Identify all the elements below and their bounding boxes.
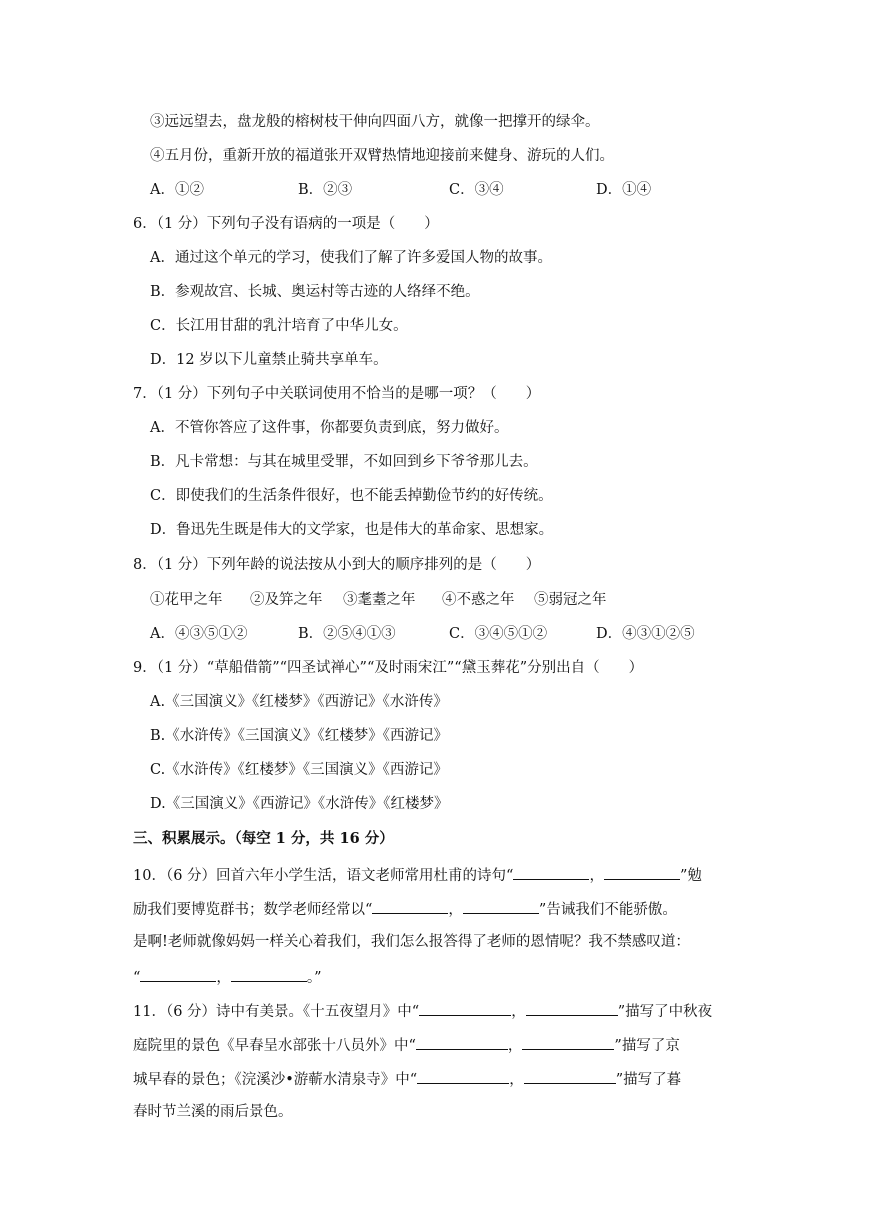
q7-option-a: A．不管你答应了这件事，你都要负责到底，努力做好。 [150, 420, 509, 436]
answer-blank[interactable] [513, 864, 589, 880]
q8-stem: 8．（1 分）下列年龄的说法按从小到大的顺序排列的是（ ） [133, 557, 541, 573]
q5-option-b: B．②③ [298, 182, 353, 198]
q8-option-a: A．④③⑤①② [150, 626, 248, 642]
q10-text: ”告诫我们不能骄傲。 [538, 902, 677, 918]
q8-age-4: ④不惑之年 [442, 592, 515, 608]
q7-option-b: B．凡卡常想：与其在城里受罪，不如回到乡下爷爷那儿去。 [150, 454, 538, 470]
q7-option-c: C．即使我们的生活条件很好，也不能丢掉勤俭节约的好传统。 [150, 488, 553, 504]
q10-text: ”勉 [679, 868, 702, 884]
comma: ， [507, 1038, 523, 1054]
q11-text: ”描写了中秋夜 [617, 1004, 713, 1020]
sentence-4: ④五月份，重新开放的福道张开双臂热情地迎接前来健身、游玩的人们。 [150, 148, 614, 164]
q9-option-b: B.《水浒传》《三国演义》《红楼梦》《西游记》 [150, 728, 449, 744]
q8-option-b: B．②⑤④①③ [298, 626, 396, 642]
q10-text: 励我们要博览群书；数学老师经常以“ [133, 902, 373, 918]
comma: ， [511, 1004, 526, 1020]
q6-option-a: A．通过这个单元的学习，使我们了解了许多爱国人物的故事。 [150, 250, 552, 266]
answer-blank[interactable] [463, 898, 539, 914]
q10-line-1 [133, 864, 702, 886]
comma: ， [448, 902, 463, 918]
q6-option-b: B．参观故宫、长城、奥运村等古迹的人络绎不绝。 [150, 284, 480, 300]
answer-blank[interactable] [604, 864, 680, 880]
q11-text: 庭院里的景色《早春呈水部张十八员外》中“ [133, 1038, 416, 1054]
q10-text: 。” [306, 970, 322, 986]
q8-age-5: ⑤弱冠之年 [534, 592, 607, 608]
q10-text: “ [133, 970, 141, 986]
comma: ， [589, 868, 604, 884]
section-3-heading: 三、积累展示。（每空 1 分，共 16 分） [133, 830, 394, 847]
q6-stem: 6．（1 分）下列句子没有语病的一项是（ ） [133, 216, 439, 232]
q7-option-d: D．鲁迅先生既是伟大的文学家，也是伟大的革命家、思想家。 [150, 522, 554, 538]
q11-line-2 [133, 1034, 680, 1056]
q11-text: 11．（6 分）诗中有美景。《十五夜望月》中“ [133, 1004, 420, 1020]
q10-line-2 [133, 898, 677, 920]
q9-stem: 9．（1 分）“草船借箭”“四圣试禅心”“及时雨宋江”“黛玉葬花”分别出自（ ） [133, 660, 644, 676]
answer-blank[interactable] [140, 966, 216, 982]
answer-blank[interactable] [372, 898, 448, 914]
q5-option-d: D．①④ [596, 182, 652, 198]
q6-option-d: D．12 岁以下儿童禁止骑共享单车。 [150, 352, 388, 368]
q10-line-3: 是啊!老师就像妈妈一样关心着我们，我们怎么报答得了老师的恩情呢？我不禁感叹道： [133, 934, 690, 950]
answer-blank[interactable] [419, 1000, 511, 1016]
q11-line-3 [133, 1068, 681, 1090]
q10-text: 10．（6 分）回首六年小学生活，语文老师常用杜甫的诗句“ [133, 868, 514, 884]
q9-option-a: A.《三国演义》《红楼梦》《西游记》《水浒传》 [150, 694, 448, 710]
q11-text: ”描写了京 [614, 1038, 680, 1054]
q9-option-c: C.《水浒传》《红楼梦》《三国演义》《西游记》 [150, 762, 448, 778]
q11-line-1 [133, 1000, 712, 1022]
q6-option-c: C．长江用甘甜的乳汁培育了中华儿女。 [150, 318, 408, 334]
answer-blank[interactable] [524, 1068, 616, 1084]
answer-blank[interactable] [526, 1000, 618, 1016]
answer-blank[interactable] [522, 1034, 614, 1050]
q8-age-1: ①花甲之年 [150, 592, 223, 608]
answer-blank[interactable] [231, 966, 307, 982]
q8-age-2: ②及笄之年 [250, 592, 323, 608]
q11-text: ”描写了暮 [615, 1072, 682, 1088]
q11-line-4: 春时节兰溪的雨后景色。 [133, 1104, 293, 1120]
comma: ， [216, 970, 231, 986]
q5-option-c: C．③④ [449, 182, 504, 198]
q9-option-d: D.《三国演义》《西游记》《水浒传》《红楼梦》 [150, 796, 449, 812]
sentence-3: ③远远望去，盘龙般的榕树枝干伸向四面八方，就像一把撑开的绿伞。 [150, 114, 600, 130]
comma: ， [509, 1072, 524, 1088]
q8-age-3: ③耄耋之年 [343, 592, 416, 608]
q8-option-c: C．③④⑤①② [449, 626, 548, 642]
q8-option-d: D．④③①②⑤ [596, 626, 695, 642]
q7-stem: 7．（1 分）下列句子中关联词使用不恰当的是哪一项？（ ） [133, 386, 541, 402]
q10-line-4 [133, 966, 322, 988]
answer-blank[interactable] [417, 1068, 509, 1084]
q11-text: 城早春的景色；《浣溪沙•游蕲水清泉寺》中“ [133, 1072, 418, 1088]
answer-blank[interactable] [416, 1034, 508, 1050]
q5-option-a: A．①② [150, 182, 204, 198]
